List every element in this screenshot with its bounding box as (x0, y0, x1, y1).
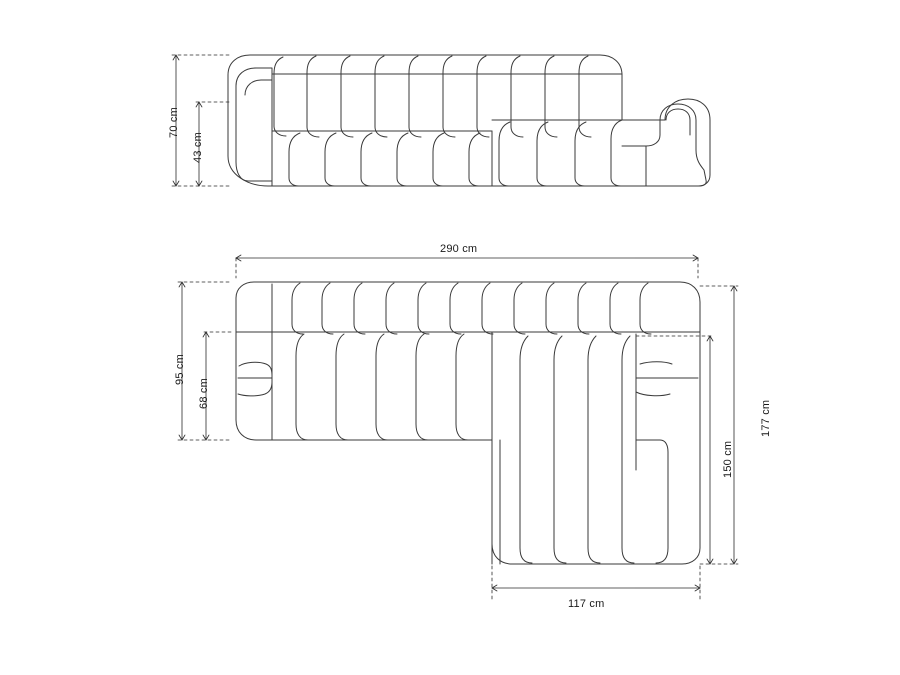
dimension-label-chaise-width: 117 cm (568, 598, 605, 610)
dimension-label-overall-width: 290 cm (440, 243, 478, 255)
front-elevation-view (228, 55, 710, 186)
dimension-label-back-depth: 95 cm (174, 354, 186, 385)
top-plan-view (236, 282, 700, 564)
dimension-label-total-height: 70 cm (168, 107, 180, 138)
dimension-label-chaise-depth: 150 cm (722, 440, 734, 478)
dimension-label-overall-depth: 177 cm (760, 399, 772, 437)
dimension-label-seat-depth: 68 cm (198, 378, 210, 409)
front-dimension-lines (172, 55, 232, 186)
plan-dimension-lines (178, 255, 738, 600)
dimension-label-seat-height: 43 cm (192, 132, 204, 163)
